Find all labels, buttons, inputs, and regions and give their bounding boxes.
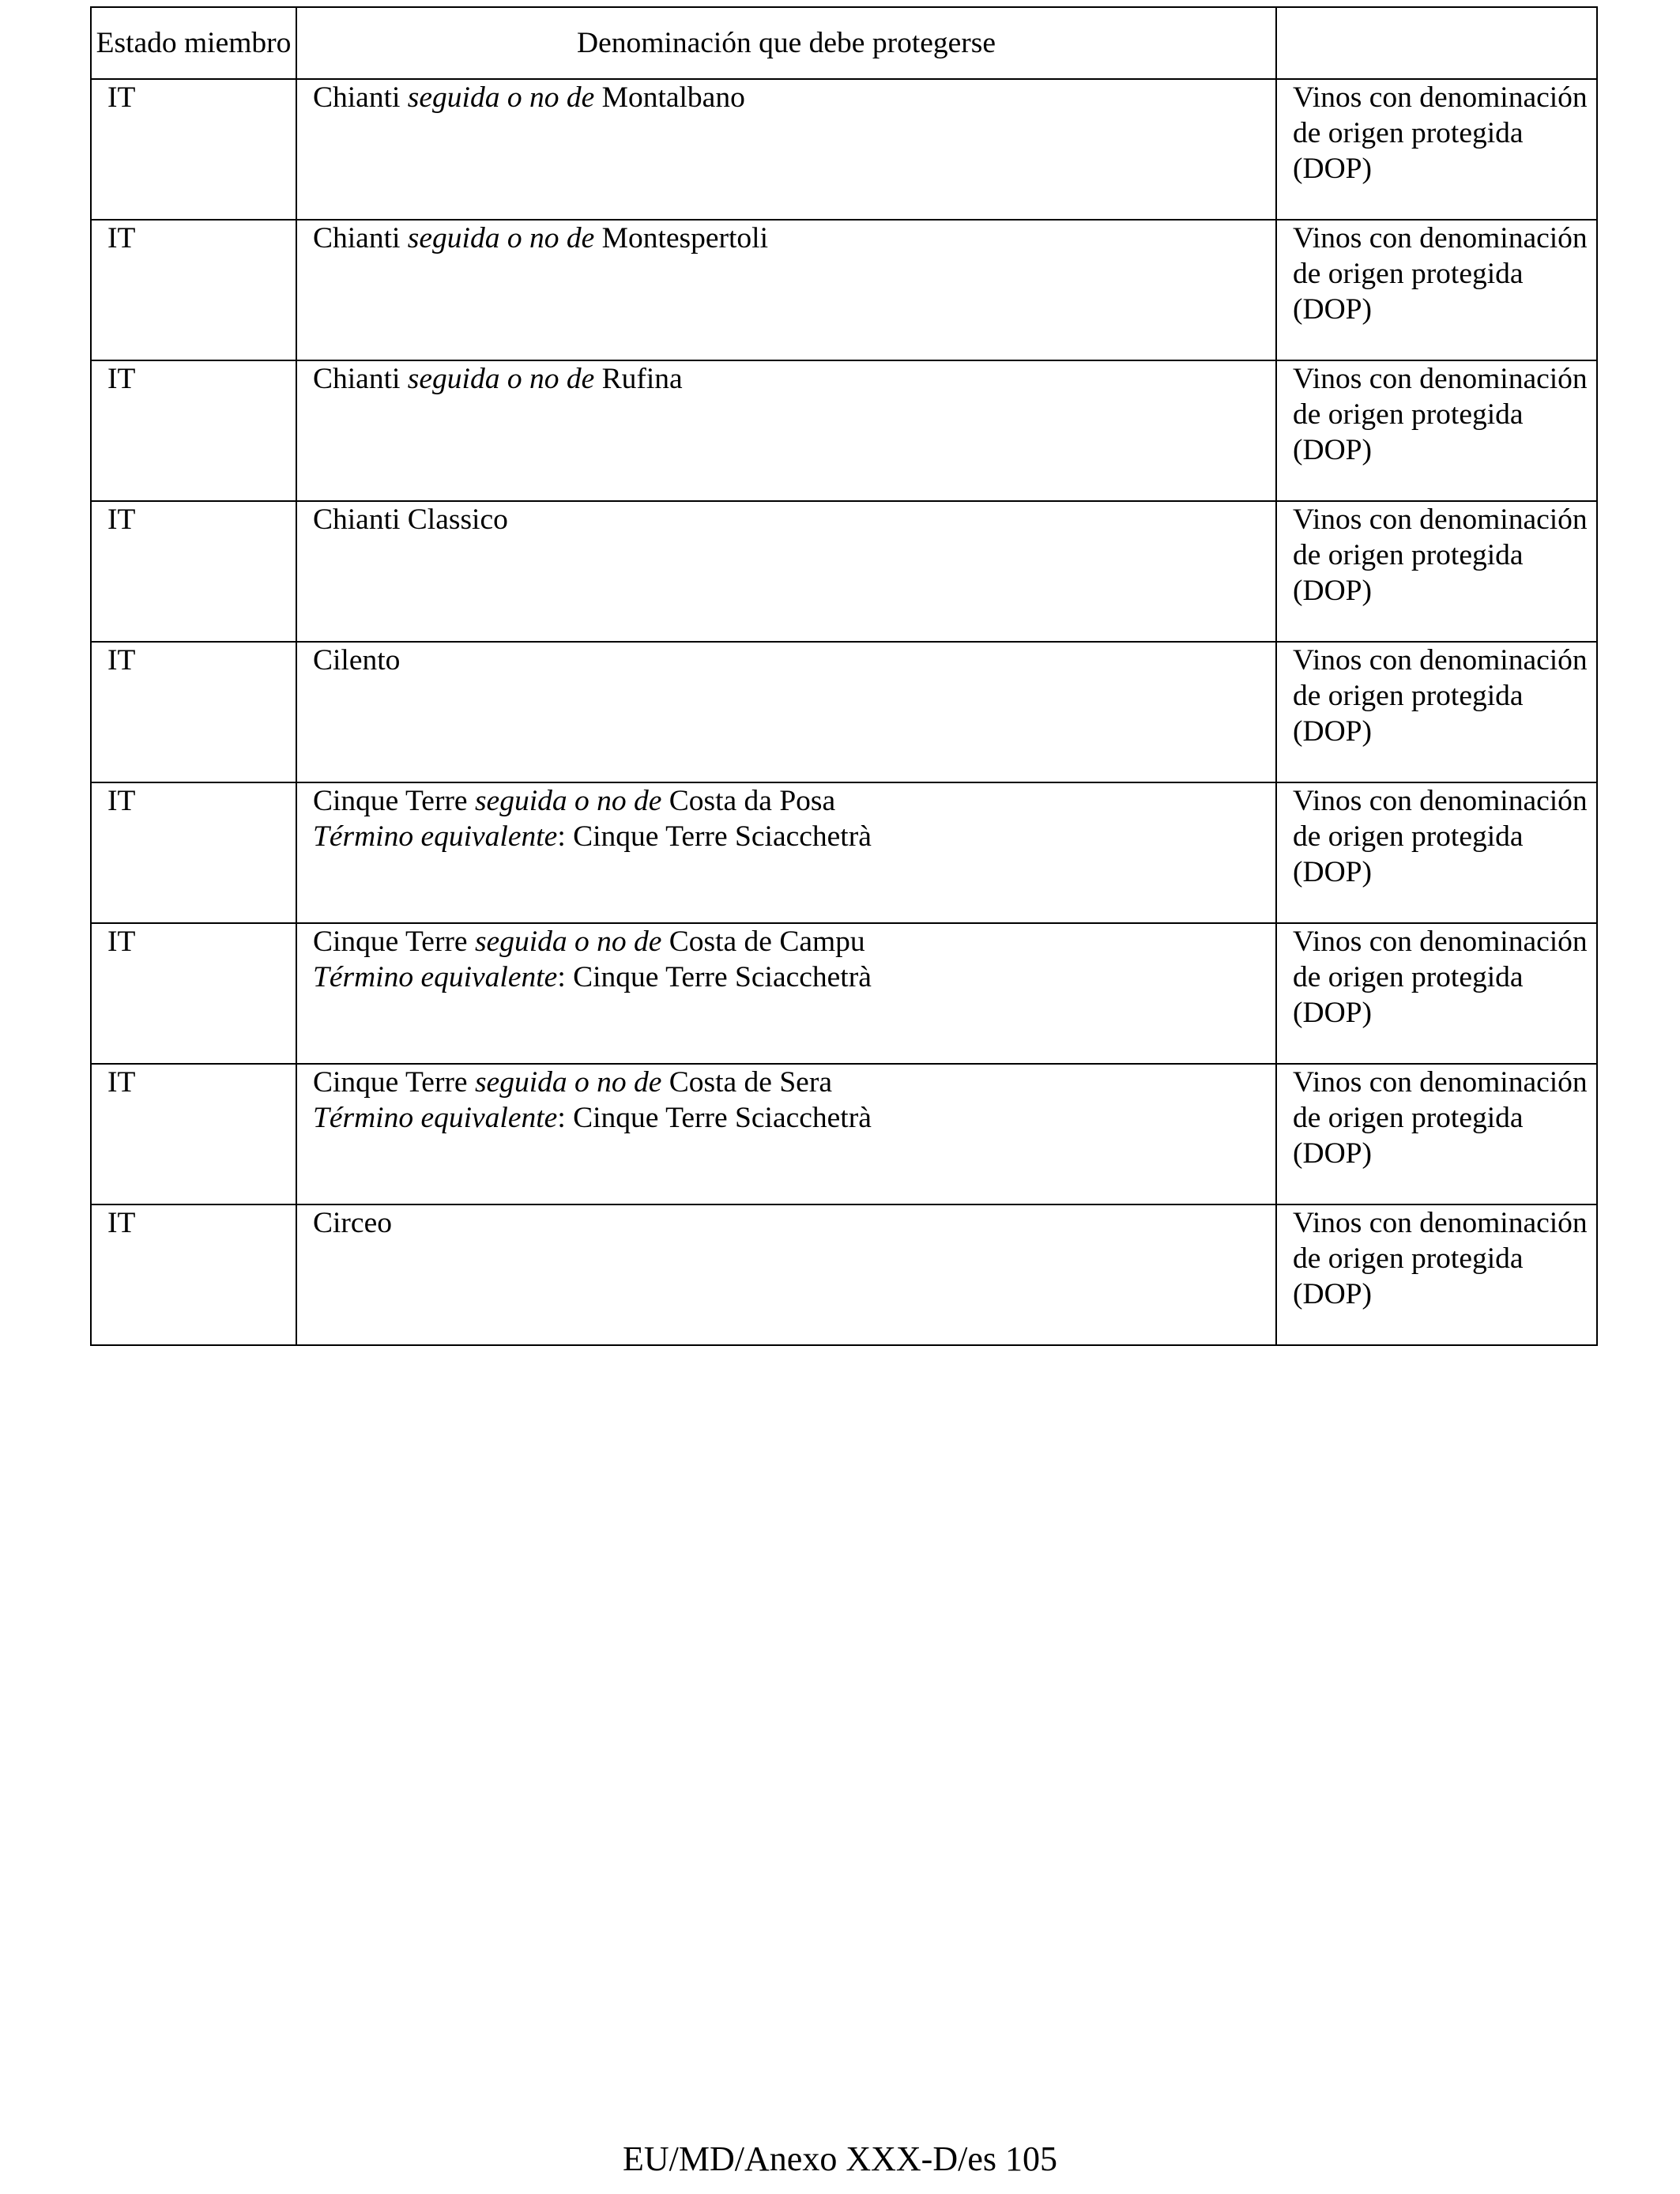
designation-text: Chianti <box>313 81 408 114</box>
designation-text: Cilento <box>313 644 401 677</box>
equivalent-term-line <box>313 1100 1275 1136</box>
cell-category: Vinos con denominación de origen protegida (DOP) <box>1276 501 1597 642</box>
header-designation: Denominación que debe protegerse <box>296 7 1276 79</box>
cell-category: Vinos con denominación de origen protegida (DOP) <box>1276 642 1597 782</box>
cell-member-state: IT <box>91 1064 296 1204</box>
designation-text: Montalbano <box>594 81 745 114</box>
designation-text: Cinque Terre <box>313 1066 475 1099</box>
designation-qualifier: seguida o no de <box>474 925 662 958</box>
cell-designation <box>296 782 1276 923</box>
designation-text: Cinque Terre <box>313 785 475 817</box>
designation-text: Cinque Terre <box>313 925 475 958</box>
cell-member-state: IT <box>91 501 296 642</box>
equivalent-term-value: : Cinque Terre Sciacchetrà <box>557 961 872 993</box>
designation-qualifier: seguida o no de <box>407 81 595 114</box>
cell-member-state: IT <box>91 642 296 782</box>
designation-qualifier: seguida o no de <box>407 222 595 254</box>
designation-text: Chianti Classico <box>313 503 508 536</box>
equivalent-term-value: : Cinque Terre Sciacchetrà <box>557 1102 872 1134</box>
designation-line <box>313 502 1275 537</box>
equivalent-term-label: Término equivalente <box>313 961 558 993</box>
equivalent-term-label: Término equivalente <box>313 1102 558 1134</box>
cell-designation <box>296 923 1276 1064</box>
table-row <box>91 360 1597 501</box>
designation-line <box>313 221 1275 256</box>
table-row <box>91 220 1597 360</box>
designation-text: Circeo <box>313 1207 392 1239</box>
cell-category: Vinos con denominación de origen protegida (DOP) <box>1276 782 1597 923</box>
designation-line <box>313 783 1275 819</box>
cell-category: Vinos con denominación de origen protegida (DOP) <box>1276 79 1597 220</box>
cell-category: Vinos con denominación de origen protegida (DOP) <box>1276 360 1597 501</box>
cell-member-state: IT <box>91 79 296 220</box>
cell-designation <box>296 501 1276 642</box>
cell-member-state: IT <box>91 923 296 1064</box>
table-row <box>91 642 1597 782</box>
cell-member-state: IT <box>91 1204 296 1345</box>
equivalent-term-label: Término equivalente <box>313 820 558 853</box>
designation-qualifier: seguida o no de <box>474 785 662 817</box>
designation-qualifier: seguida o no de <box>474 1066 662 1099</box>
cell-designation <box>296 1204 1276 1345</box>
equivalent-term-value: : Cinque Terre Sciacchetrà <box>557 820 872 853</box>
designation-line <box>313 924 1275 959</box>
equivalent-term-line <box>313 959 1275 995</box>
cell-designation <box>296 360 1276 501</box>
equivalent-term-line <box>313 819 1275 854</box>
table-row <box>91 1064 1597 1204</box>
cell-category: Vinos con denominación de origen protegida (DOP) <box>1276 1204 1597 1345</box>
designation-text: Costa de Campu <box>661 925 865 958</box>
designation-line <box>313 80 1275 115</box>
designation-text: Chianti <box>313 222 408 254</box>
designation-qualifier: seguida o no de <box>407 363 595 395</box>
designations-table <box>90 6 1598 1346</box>
designation-text: Costa de Sera <box>661 1066 832 1099</box>
cell-member-state: IT <box>91 782 296 923</box>
page-footer-reference: EU/MD/Anexo XXX-D/es 105 <box>623 2139 1057 2178</box>
designation-line <box>313 643 1275 678</box>
cell-category: Vinos con denominación de origen protegida (DOP) <box>1276 1064 1597 1204</box>
cell-designation <box>296 1064 1276 1204</box>
cell-designation <box>296 79 1276 220</box>
table-row <box>91 79 1597 220</box>
cell-member-state: IT <box>91 360 296 501</box>
designation-text: Rufina <box>594 363 683 395</box>
designation-line <box>313 361 1275 397</box>
table-row <box>91 782 1597 923</box>
designation-line <box>313 1205 1275 1241</box>
designation-text: Costa da Posa <box>661 785 836 817</box>
table-row <box>91 923 1597 1064</box>
cell-category: Vinos con denominación de origen protegida (DOP) <box>1276 220 1597 360</box>
header-category <box>1276 7 1597 79</box>
table-header-row <box>91 7 1597 79</box>
designation-text: Montespertoli <box>594 222 768 254</box>
designation-line <box>313 1065 1275 1100</box>
cell-designation <box>296 642 1276 782</box>
table-row <box>91 1204 1597 1345</box>
cell-member-state: IT <box>91 220 296 360</box>
cell-designation <box>296 220 1276 360</box>
header-member-state: Estado miembro <box>91 7 296 79</box>
cell-category: Vinos con denominación de origen protegida (DOP) <box>1276 923 1597 1064</box>
table-row <box>91 501 1597 642</box>
designation-text: Chianti <box>313 363 408 395</box>
